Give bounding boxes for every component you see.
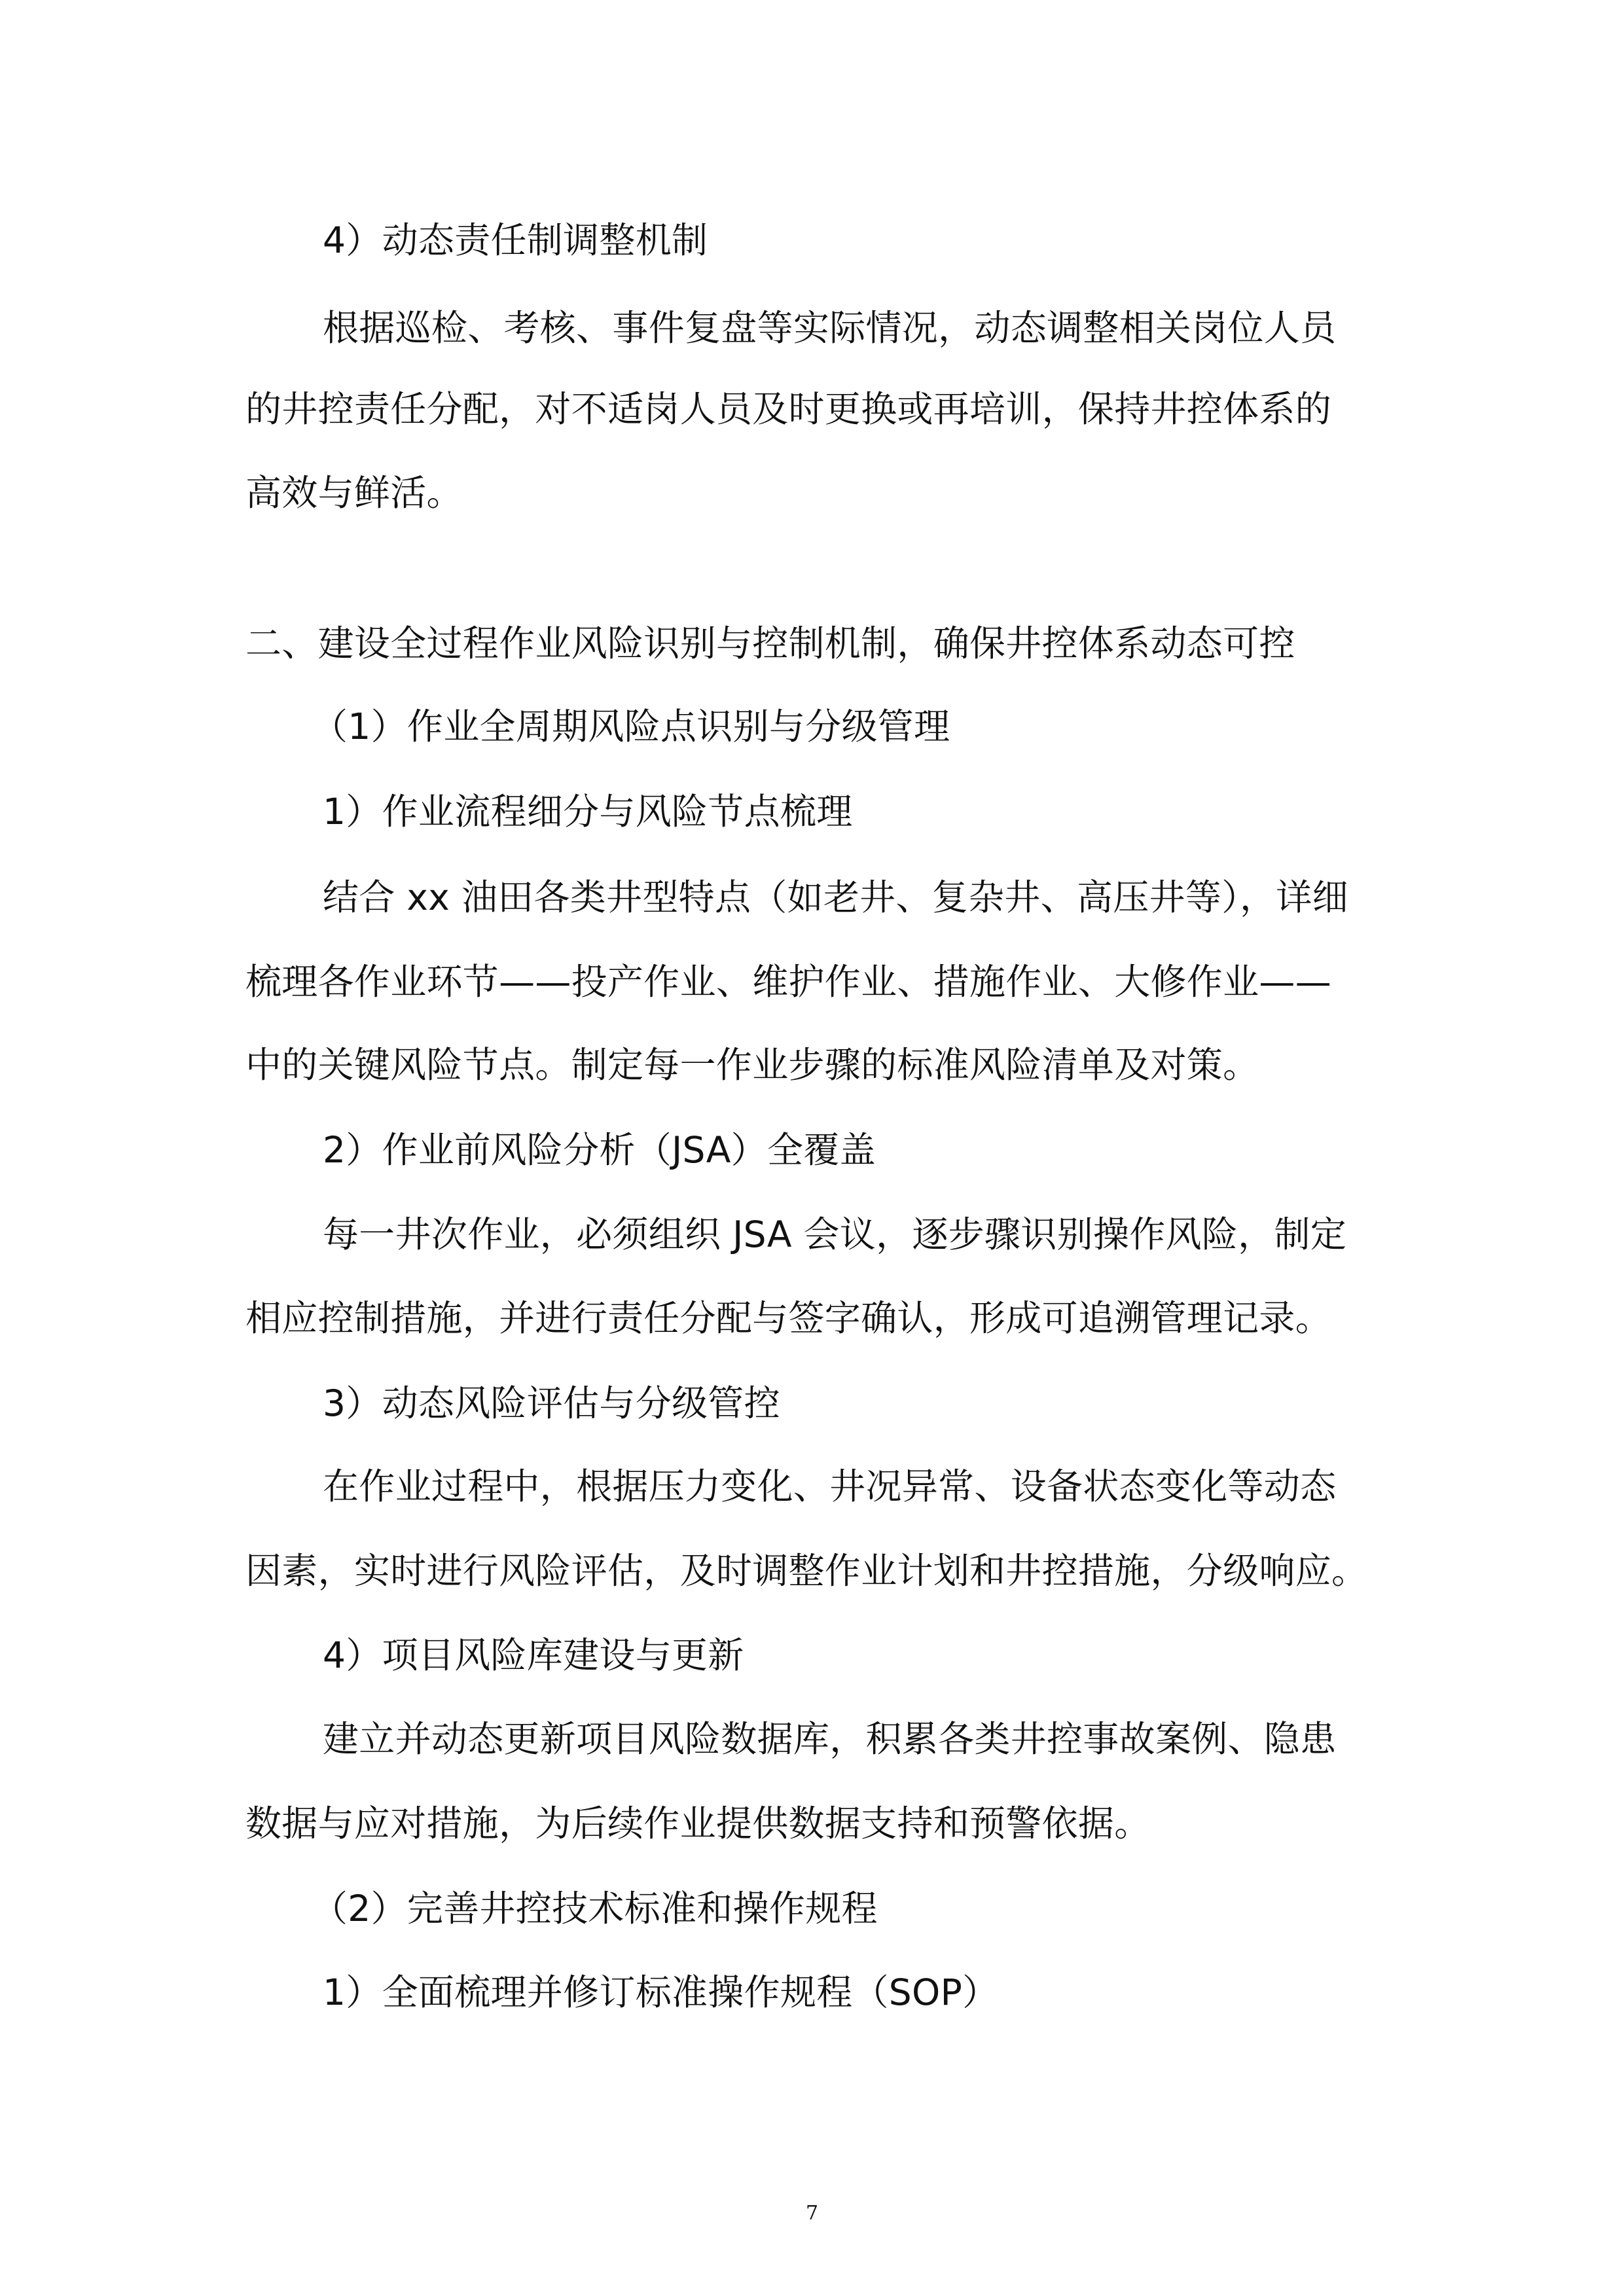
page-number: 7: [805, 2202, 819, 2225]
paragraph-line: 梳理各作业环节——投产作业、维护作业、措施作业、大修作业——: [245, 961, 1332, 1003]
paragraph-line: 相应控制措施，并进行责任分配与签字确认，形成可追溯管理记录。: [245, 1297, 1332, 1339]
paragraph-line: 在作业过程中，根据压力变化、井况异常、设备状态变化等动态: [323, 1465, 1337, 1507]
paragraph-line: 每一井次作业，必须组织 JSA 会议，逐步骤识别操作风险，制定: [323, 1213, 1347, 1255]
paragraph-line: 的井控责任分配，对不适岗人员及时更换或再培训，保持井控体系的: [245, 388, 1332, 430]
paragraph-line: 建立并动态更新项目风险数据库，积累各类井控事故案例、隐患: [323, 1718, 1337, 1760]
subheading-risk-library: 4）项目风险库建设与更新: [323, 1634, 744, 1676]
subheading-dynamic-risk-assessment: 3）动态风险评估与分级管控: [323, 1382, 780, 1424]
subsection-heading-1: （1）作业全周期风险点识别与分级管理: [312, 706, 950, 747]
subheading-jsa: 2）作业前风险分析（JSA）全覆盖: [323, 1129, 876, 1171]
paragraph-line: 中的关键风险节点。制定每一作业步骤的标准风险清单及对策。: [245, 1044, 1259, 1086]
subsection-heading-2: （2）完善井控技术标准和操作规程: [312, 1888, 878, 1929]
paragraph-line: 因素，实时进行风险评估，及时调整作业计划和井控措施，分级响应。: [245, 1550, 1368, 1592]
paragraph-line: 数据与应对措施，为后续作业提供数据支持和预警依据。: [245, 1803, 1151, 1844]
subheading-workflow-risk-nodes: 1）作业流程细分与风险节点梳理: [323, 791, 853, 833]
subheading-dynamic-responsibility: 4）动态责任制调整机制: [323, 219, 708, 261]
paragraph-line: 根据巡检、考核、事件复盘等实际情况，动态调整相关岗位人员: [323, 307, 1337, 349]
paragraph-line: 结合 xx 油田各类井型特点（如老井、复杂井、高压井等），详细: [323, 876, 1348, 918]
paragraph-line: 高效与鲜活。: [245, 472, 463, 514]
subheading-sop: 1）全面梳理并修订标准操作规程（SOP）: [323, 1971, 999, 2013]
section-heading-2: 二、建设全过程作业风险识别与控制机制，确保井控体系动态可控: [245, 622, 1295, 664]
